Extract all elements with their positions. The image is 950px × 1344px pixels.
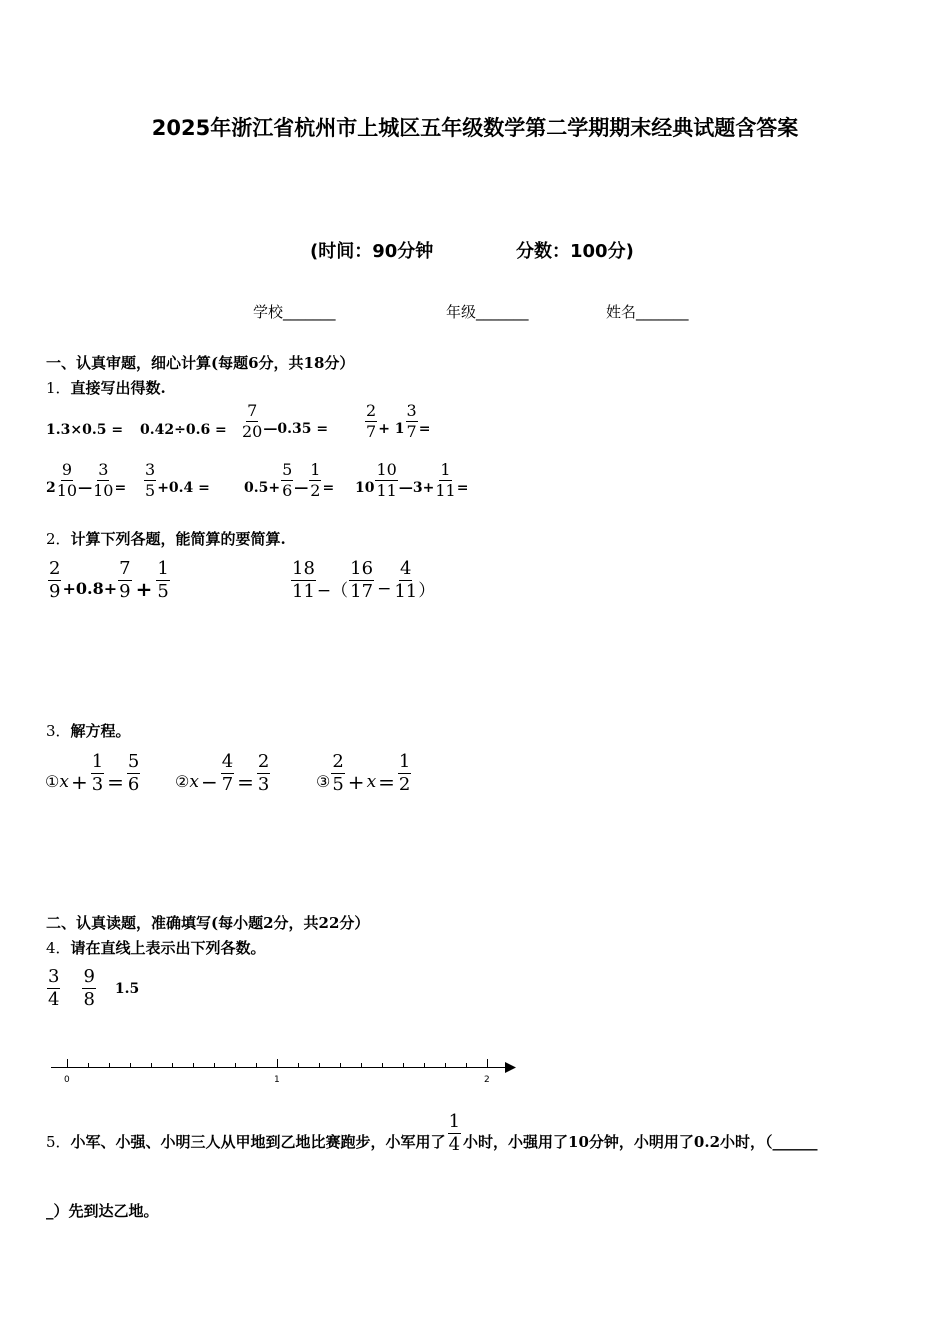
numerator: 4 [221,751,234,772]
expr-text: + [135,576,153,601]
fraction [349,560,374,601]
equation-label: ③ [316,772,331,791]
fraction [91,753,104,794]
numerator: 1 [448,1111,461,1132]
value-label: 1.5 [114,980,140,997]
denominator: 17 [350,581,374,602]
number-line-major-tick [67,1059,68,1067]
total-score: 分数：100分) [516,241,634,262]
number-line-minor-tick [466,1063,467,1067]
q4-values [46,968,139,1009]
number-line-minor-tick [130,1063,131,1067]
numerator: 9 [61,460,73,479]
page-title: 2025年浙江省杭州市上城区五年级数学第二学期期末经典试题含答案 [151,116,799,140]
expr-2-2 [143,462,210,499]
fraction [57,462,77,499]
question-number: 3． [46,722,71,740]
fraction [398,753,411,794]
question-5 [46,1113,818,1154]
expr-text: 2 [46,479,56,496]
question-2 [46,528,286,549]
fraction [448,1113,461,1154]
fraction [406,403,418,440]
fraction [257,753,270,794]
expr-text: 10 [355,479,375,496]
number-line-label: 0 [64,1075,70,1085]
numerator: 1 [310,460,321,479]
number-line-minor-tick [361,1063,362,1067]
question-text: 计算下列各题，能简算的要简算. [70,530,286,548]
question-1 [46,377,166,398]
numerator: 1 [157,558,169,579]
question-5-continued: _）先到达乙地。 [46,1202,159,1220]
section-2-heading: 二、认真读题，准确填写(每小题2分，共22分） [46,914,370,932]
numerator: 1 [440,460,451,479]
numerator: 3 [406,401,417,420]
number-line-minor-tick [256,1063,257,1067]
variable: x [366,771,377,792]
number-line-minor-tick [424,1063,425,1067]
fraction [221,753,234,794]
question-4 [46,937,266,958]
number-line-minor-tick [340,1063,341,1067]
expr-text: + [70,769,88,794]
denominator: 11 [376,481,397,500]
number-line-minor-tick [109,1063,110,1067]
numerator: 5 [282,460,293,479]
number-line-minor-tick [193,1063,194,1067]
numerator: 4 [400,558,412,579]
denominator: 7 [221,774,234,795]
expr-text: +0.8+ [62,579,118,598]
denominator: 6 [127,774,140,795]
numerator: 16 [350,558,374,579]
fraction [435,462,455,499]
numerator: 9 [83,966,95,987]
question-3 [46,720,131,741]
equation-label: ① [45,772,60,791]
fraction [394,560,417,601]
value-hours: 0.2 [693,1132,721,1151]
question-text: 小时，（______ [720,1133,818,1151]
expr-text: = [107,769,124,794]
expr-text: −（ [316,581,349,601]
question-text: 小时，小强用了 [463,1133,569,1151]
number-line-minor-tick [445,1063,446,1067]
denominator: 2 [310,481,321,500]
fraction [291,560,316,601]
number-line-minor-tick [172,1063,173,1067]
numerator: 7 [247,401,258,420]
expr-text: — [78,479,93,496]
expr-text: = [456,479,469,496]
equation-1 [45,753,141,794]
number-line-minor-tick [88,1063,89,1067]
denominator: 11 [435,481,456,500]
expr-text: —0.35 = [263,420,329,437]
denominator: 3 [257,774,270,795]
variable: x [59,771,69,792]
denominator: 8 [83,989,95,1010]
arrow-icon [505,1062,517,1073]
expr-text: +0.4 = [157,479,210,496]
denominator: 20 [242,422,263,441]
fraction [365,403,377,440]
expr-text: — [294,479,309,496]
section-1-heading: 一、认真审题，细心计算(每题6分，共18分） [46,354,355,372]
value-minutes: 10 [568,1132,589,1151]
grade-field: 年级_______ [446,303,529,321]
numerator: 3 [48,966,60,987]
fraction [144,462,156,499]
numerator: 2 [366,401,377,420]
denominator: 6 [282,481,293,500]
q2-expr-a [47,560,171,601]
numerator: 5 [127,751,140,772]
denominator: 5 [145,481,156,500]
denominator: 9 [119,581,131,602]
fraction [331,753,344,794]
number-line-minor-tick [235,1063,236,1067]
time-limit: (时间：90分钟 [310,241,434,262]
number-line-label: 1 [274,1075,280,1085]
numerator: 3 [98,460,109,479]
fraction [48,560,61,601]
expr-text: − [200,769,218,794]
expr-2-4 [355,462,468,499]
numerator: 10 [376,460,397,479]
numerator: 2 [257,751,270,772]
fraction [127,753,140,794]
expr-1-3 [241,403,328,440]
expr-text: 0.5+ [244,479,281,496]
number-line-minor-tick [151,1063,152,1067]
fraction [281,462,293,499]
number-line-major-tick [487,1059,488,1067]
expr-2-1 [46,462,126,499]
number-line-major-tick [277,1059,278,1067]
numerator: 1 [398,751,411,772]
denominator: 11 [394,581,418,602]
expr-text: + 1 [378,420,405,437]
denominator: 9 [49,581,61,602]
fraction [156,560,169,601]
question-text: 请在直线上表示出下列各数。 [70,939,266,957]
question-number: 4． [46,939,71,957]
fraction [375,462,397,499]
expr-text: = [378,769,395,794]
question-text: 小军、小强、小明三人从甲地到乙地比赛跑步，小军用了 [70,1133,446,1151]
expr-1-1: 1.3×0.5 = [46,422,124,438]
question-text: 分钟，小明用了 [588,1133,694,1151]
denominator: 4 [448,1134,461,1155]
equation-2 [175,753,271,794]
denominator: 5 [157,581,169,602]
question-text: 解方程。 [70,722,131,740]
equation-3 [316,753,412,794]
number-line-minor-tick [319,1063,320,1067]
numerator: 1 [91,751,104,772]
fraction [118,560,131,601]
number-line-minor-tick [298,1063,299,1067]
expr-text: − [377,578,392,599]
number-line-minor-tick [403,1063,404,1067]
number-line-label: 2 [484,1075,490,1085]
expr-text: —3+ [398,479,435,496]
numerator: 3 [145,460,156,479]
name-field: 姓名_______ [606,303,689,321]
fraction [309,462,321,499]
denominator: 10 [93,481,114,500]
fraction [47,968,60,1009]
denominator: 7 [406,422,417,441]
denominator: 4 [48,989,60,1010]
fraction [242,403,262,440]
expr-text: = [237,769,254,794]
fraction [93,462,113,499]
expr-text: = [322,479,335,496]
denominator: 2 [398,774,411,795]
equation-label: ② [175,772,190,791]
expr-text: ） [418,581,436,601]
number-line-minor-tick [214,1063,215,1067]
denominator: 11 [292,581,315,602]
number-line-minor-tick [382,1063,383,1067]
expr-2-3 [244,462,334,499]
numerator: 2 [49,558,61,579]
expr-text: = [418,420,431,437]
numerator: 2 [332,751,344,772]
expr-text: + [347,769,365,794]
question-number: 1． [46,379,71,397]
school-field: 学校_______ [253,303,336,321]
denominator: 5 [332,774,344,795]
question-text: 直接写出得数. [70,379,166,397]
variable: x [189,771,199,792]
q2-expr-b [290,560,435,601]
numerator: 18 [292,558,315,579]
number-line-axis [51,1067,509,1068]
question-number: 5． [46,1133,71,1151]
denominator: 7 [366,422,377,441]
denominator: 10 [56,481,78,500]
expr-1-2: 0.42÷0.6 = [140,422,227,438]
question-number: 2． [46,530,71,548]
expr-1-4 [364,403,430,440]
numerator: 7 [119,558,131,579]
fraction [82,968,95,1009]
expr-text: = [114,479,127,496]
denominator: 3 [91,774,104,795]
